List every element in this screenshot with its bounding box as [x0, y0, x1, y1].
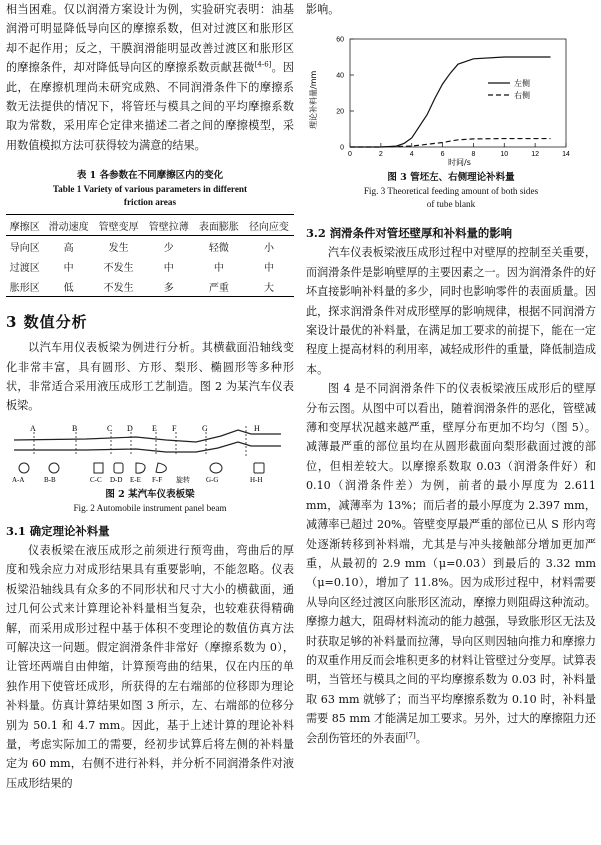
table-row: 胀形区 低 不发生 多 严重 大: [6, 276, 294, 297]
section-name: C-C: [90, 475, 102, 484]
table-header: 表面膨胀: [198, 221, 239, 233]
paragraph-thickness-distribution: 图 4 是不同润滑条件下的仪表板梁液压成形后的壁厚分布云图。从图中可以看出，随着润滑条件的恶化，管壁减薄和变厚状况越来越严重，壁厚分布更加不均匀（图 5）。减薄最严重的部位虽均在从圆形截面向梨形截面过渡的部位，但相差较大。以摩擦系数取 0.03（润滑条件好）和 0.10（润滑条件差）为例，前者的最小厚度为 2.611 mm，减薄率为 13%；而后者的最小厚度为 2.397 mm，减薄率已超过 20%。管壁变厚最严重的部位已从 S 形内弯处逐渐转移到补料端，尤其是与冲头接触部分增加更加严重，从最初的 2.9 mm（μ=0.03）到最后的 3.32 mm（μ=0.10），增加了 11.8%。因为成形过程中，材料需要从导向区经过渡区向胀形区流动，摩擦力则阻碍这种流动。摩擦力越大，阻碍材料流动的能力越强，导致胀形区无法及时获取足够的补料量而拉薄，导向区则因轴向推力和摩擦力的双重作用反而会堆积更多的材料让管壁过分变厚。试算表明，当管坯与模具之间的平均摩擦系数为 0.03 时，补料量取 63 mm 就够了；而当平均摩擦系数为 0.10 时，补料量需要 85 mm 才能满足加工要求。另外，过大的摩擦阻力还会刮伤管坯的外表面[7]。: [306, 382, 596, 745]
legend-right: 右侧: [514, 91, 530, 101]
feeding-amount-chart: [306, 19, 596, 167]
section-label: F: [172, 423, 177, 433]
table-header: 摩擦区: [9, 221, 40, 233]
table-row: 导向区 高 发生 少 轻微 小: [9, 242, 274, 254]
x-tick-label: 6: [440, 151, 445, 159]
paragraph-analysis: 以汽车用仪表板梁为例进行分析。其横截面沿轴线变化非常丰富，具有圆形、方形、梨形、椭圆形等多种形状，非常适合采用液压成形工艺制造。图 2 为某汽车仪表板梁。: [6, 341, 294, 413]
series-line-left: [350, 57, 551, 147]
section-name: E-E: [130, 475, 141, 484]
paragraph-lubrication-effect: 汽车仪表板梁液压成形过程中对壁厚的控制至关重要，而润滑条件是影响壁厚的主要因素之一。因为润滑条件的好坏直接影响补料量的多少，同时也影响零件的表面质量。因此，探求润滑条件对成形壁厚的影响规律，根据不同润滑方案设计最优的补料量，在满足加工要求的前提下，能在一定程度上提高材料的利用率，减轻成形件的重量，降低制造成本。: [306, 246, 596, 376]
section-name: D-D: [110, 475, 123, 484]
section-name: A-A: [12, 475, 25, 484]
y-axis-label: 理论补料量/mm: [309, 71, 318, 130]
section-label: D: [127, 423, 133, 433]
left-column: [6, 0, 294, 793]
table-header: 径向应变: [248, 221, 289, 233]
y-tick-label: 60: [336, 36, 344, 44]
y-tick-label: 20: [336, 108, 344, 116]
instrument-panel-beam-drawing: [6, 422, 294, 484]
section-3-heading: 3 数值分析: [6, 313, 88, 332]
citation: [4-6]: [254, 60, 272, 69]
figure-2: [6, 422, 294, 515]
cross-section-a: [19, 463, 29, 473]
section-label: E: [152, 423, 157, 433]
table-header: 管壁变厚: [98, 221, 139, 233]
x-tick-label: 4: [409, 151, 414, 159]
cross-section-h: [254, 463, 264, 473]
citation: [7]: [405, 730, 416, 739]
paragraph-lubrication: 相当困难。仅以润滑方案设计为例，实验研究表明：油基润滑可明显降低导向区的摩擦系数，但对过渡区和胀形区却不起作用；反之，干膜润滑能明显改善过渡区和胀形区的摩擦条件，却对降低导向区的摩擦系数贡献甚微[4-6]。因此，在摩擦机理尚未研究成熟、不同润滑条件下的摩擦系数无法提供的情况下，将管坯与模具之间的平均摩擦系数取为常数，采用库仑定律来描述二者之间的摩擦模型，采用数值模拟方法可获得较为满意的结果。: [6, 3, 294, 152]
x-tick-label: 10: [500, 151, 509, 159]
plot-frame: [350, 39, 566, 147]
x-tick-label: 8: [471, 151, 476, 159]
table-caption-en: Table 1 Variety of various parameters in different friction areas: [52, 184, 248, 208]
section-name: G-G: [206, 475, 219, 484]
figure-3-caption-cn: 图 3 管坯左、右侧理论补料量: [387, 172, 515, 184]
section-3-1-heading: 3.1 确定理论补料量: [6, 523, 110, 538]
cross-section-f: [156, 463, 166, 473]
figure-2-caption-en: Fig. 2 Automobile instrument panel beam: [73, 502, 227, 513]
x-tick-label: 2: [378, 151, 383, 159]
cross-section-c: [94, 463, 103, 473]
cross-section-b: [49, 463, 59, 473]
x-tick-label: 14: [562, 151, 570, 159]
table-row: 过渡区 中 不发生 中 中 中: [9, 262, 274, 274]
parameter-table: [6, 214, 294, 297]
figure-3-caption-en: Fig. 3 Theoretical feeding amount of both sides of tube blank: [363, 186, 539, 210]
beam-outline-bottom: [14, 442, 281, 452]
figure-2-caption-cn: 图 2 某汽车仪表板梁: [105, 488, 195, 500]
table-caption-cn: 表 1 各参数在不同摩擦区内的变化: [76, 170, 224, 182]
x-tick-label: 0: [348, 151, 352, 159]
beam-outline-top: [14, 430, 281, 442]
table-1: [6, 169, 294, 297]
cross-section-e: [136, 463, 145, 473]
figure-3: [306, 19, 596, 211]
section-label: G: [202, 423, 208, 433]
section-label: H: [254, 423, 260, 433]
section-name: H-H: [250, 475, 263, 484]
y-tick-label: 0: [340, 144, 344, 152]
section-name: B-B: [44, 475, 56, 484]
cross-section-d: [114, 463, 123, 473]
y-tick-label: 40: [336, 72, 344, 80]
section-label: B: [72, 423, 78, 433]
x-axis-label: 时间/s: [448, 158, 471, 168]
legend-left: 左侧: [514, 79, 530, 89]
section-label: A: [30, 423, 36, 433]
x-tick-label: 12: [531, 151, 540, 159]
section-label: C: [107, 423, 113, 433]
section-name: 旋转: [176, 475, 190, 484]
cross-section-g: [210, 463, 222, 473]
table-header: 滑动速度: [48, 221, 89, 233]
right-column: [306, 0, 596, 748]
section-name: F-F: [152, 475, 163, 484]
paragraph-feeding: 仪表板梁在液压成形之前须进行预弯曲，弯曲后的厚度和残余应力对成形结果具有重要影响，不能忽略。仪表板梁沿轴线具有众多的不同形状和尺寸大小的横截面，通过几何公式来计算理论补料量相当复杂，也较难获得精确解，而采用成形过程中基于体积不变理论的数值仿真方法可解决这一问题。假定润滑条件非常好（摩擦系数为 0），让管坯两端自由伸缩，计算预弯曲的结果，仅在内压的单独作用下使管坯成形，所获得的左右端部的位移即为理论补料量。仿真计算结果如图 3 所示，左、右端部的位移分别为 50.1 和 4.7 mm。因此，基于上述计算的理论补料量，考虑实际加工的需要，经初步试算后将左侧的补料量定为 60 mm，右侧不进行补料，并分析不同润滑条件对液压成形结果的: [6, 543, 294, 790]
table-header: 管壁拉薄: [148, 221, 189, 233]
paragraph-continuation: 影响。: [306, 3, 340, 16]
series-line-right: [350, 139, 551, 147]
section-3-2-heading: 3.2 润滑条件对管坯壁厚和补料量的影响: [306, 226, 513, 241]
